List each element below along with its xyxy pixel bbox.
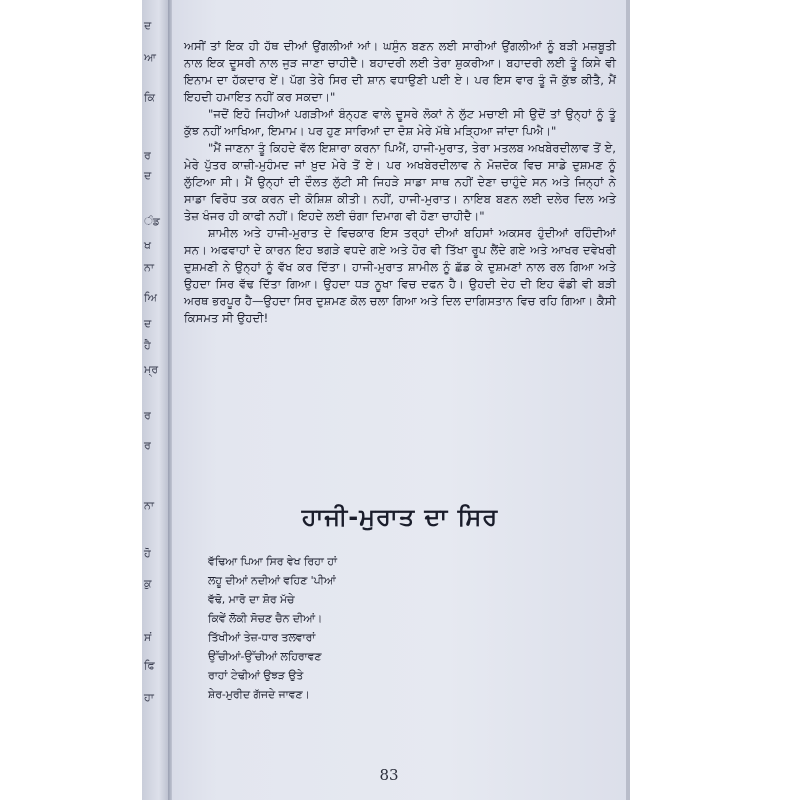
previous-page-fragment: ਫਿ: [144, 659, 155, 672]
poem: [208, 552, 508, 704]
poem-line: ਲਹੂ ਦੀਆਂ ਨਦੀਆਂ ਵਹਿਣ 'ਪੀਆਂ: [208, 574, 336, 587]
previous-page-fragment: ਰ: [144, 439, 151, 452]
previous-page-edge: [142, 0, 170, 800]
previous-page-fragment: ਹੈ: [144, 339, 151, 352]
previous-page-fragment: ਦ: [144, 317, 152, 330]
page-right-edge: [626, 0, 630, 800]
poem-line: ਵੱਢੋ, ਮਾਰੋ ਦਾ ਸ਼ੋਰ ਮੱਚੇ: [208, 593, 295, 606]
poem-line: ਵੱਢਿਆ ਪਿਆ ਸਿਰ ਵੇਖ ਰਿਹਾ ਹਾਂ: [208, 555, 337, 568]
previous-page-fragment: ਅਿ: [144, 291, 158, 304]
paragraph: ਸ਼ਾਮੀਲ ਅਤੇ ਹਾਜੀ-ਮੁਰਾਤ ਦੇ ਵਿਚਕਾਰ ਇਸ ਤਰ੍ਹਾਂ ਦੀਆਂ ਬਹਿਸਾਂ ਅਕਸਰ ਹੁੰਦੀਆਂ ਰਹਿੰਦੀਆਂ ਸਨ। ਅਫਵਾਹਾਂ ਦੇ ਕਾਰਨ ਇਹ ਝਗੜੇ ਵਧਦੇ ਗਏ ਅਤੇ ਹੋਰ ਵੀ ਤਿੱਖਾ ਰੂਪ ਲੈਂਦੇ ਗਏ ਅਤੇ ਆਖਰ ਦਵੇਖਰੀ ਦੁਸ਼ਮਣੀ ਨੇ ਉਨ੍ਹਾਂ ਨੂੰ ਵੱਖ ਕਰ ਦਿੱਤਾ। ਹਾਜੀ-ਮੁਰਾਤ ਸ਼ਾਮੀਲ ਨੂੰ ਛੱਡ ਕੇ ਦੁਸ਼ਮਣਾਂ ਨਾਲ ਰਲ ਗਿਆ ਅਤੇ ਉਹਦਾ ਸਿਰ ਵੱਢ ਦਿੱਤਾ ਗਿਆ। ਉਹਦਾ ਧੜ ਨੂਖਾ ਵਿਚ ਦਫਨ ਹੈ। ਉਹਦੀ ਦੇਹ ਦੀ ਇਹ ਵੰਡੀ ਵੀ ਬੜੀ ਅਰਥ ਭਰਪੂਰ ਹੈ—ਉਹਦਾ ਸਿਰ ਦੁਸ਼ਮਣ ਕੋਲ ਚਲਾ ਗਿਆ ਅਤੇ ਦਿਲ ਦਾਗਿਸਤਾਨ ਵਿਚ ਰਹਿ ਗਿਆ। ਕੈਸੀ ਕਿਸਮਤ ਸੀ ਉਹਦੀ!: [184, 226, 616, 325]
previous-page-fragment: ਦ: [144, 169, 152, 182]
poem-line: ਰਾਹਾਂ ਟੇਢੀਆਂ ਉਝੜ ਉਤੇ: [208, 669, 304, 682]
previous-page-fragment: ਮ੍ਰ: [144, 363, 159, 376]
poem-line: ਉੱਚੀਆਂ-ਉੱਚੀਆਂ ਲਹਿਰਾਵਣ: [208, 650, 322, 663]
book-page: [172, 0, 628, 800]
previous-page-fragment: ਨਾ: [144, 499, 155, 512]
previous-page-fragment: ਕਿ: [144, 91, 156, 104]
previous-page-fragment: ਰ: [144, 409, 151, 422]
body-text: [184, 38, 616, 327]
poem-line: ਕਿਵੇਂ ਲੋਕੀ ਸੋਚਣ ਚੈਨ ਦੀਆਂ।: [208, 612, 323, 625]
previous-page-fragment: ਖ: [144, 239, 151, 252]
previous-page-fragment: ਕੁ: [144, 577, 152, 590]
previous-page-fragment: ਰ: [144, 149, 151, 162]
previous-page-fragment: ਦ: [144, 19, 152, 32]
previous-page-fragment: ਆ: [144, 51, 156, 64]
poem-line: ਤਿੱਖੀਆਂ ਤੇਜ਼-ਧਾਰ ਤਲਵਾਰਾਂ: [208, 631, 316, 644]
page-number: 83: [379, 766, 399, 784]
previous-page-fragment: ਹੋ: [144, 547, 151, 560]
chapter-title: ਹਾਜੀ-ਮੁਰਾਤ ਦਾ ਸਿਰ: [301, 503, 499, 531]
paragraph: "ਮੈਂ ਜਾਣਨਾ ਤੂੰ ਕਿਹਦੇ ਵੱਲ ਇਸ਼ਾਰਾ ਕਰਨਾ ਪਿਐਂ, ਹਾਜੀ-ਮੁਰਾਤ, ਤੇਰਾ ਮਤਲਬ ਅਖਬੇਰਦੀਲਾਵ ਤੋਂ ਏ, ਮੇਰੇ ਪੁੱਤਰ ਕਾਜ਼ੀ-ਮੁਹੰਮਦ ਜਾਂ ਖ਼ੁਦ ਮੇਰੇ ਤੋਂ ਏ। ਪਰ ਅਖਬੇਰਦੀਲਾਵ ਨੇ ਮੋਜ਼ਦੋਕ ਵਿਚ ਸਾਡੇ ਦੁਸ਼ਮਣ ਨੂੰ ਲੁੱਟਿਆ ਸੀ। ਮੈਂ ਉਨ੍ਹਾਂ ਦੀ ਦੌਲਤ ਲੁੱਟੀ ਸੀ ਜਿਹੜੇ ਸਾਡਾ ਸਾਥ ਨਹੀਂ ਦੇਣਾ ਚਾਹੁੰਦੇ ਸਨ ਅਤੇ ਜਿਨ੍ਹਾਂ ਨੇ ਸਾਡਾ ਵਿਰੋਧ ਤਕ ਕਰਨ ਦੀ ਕੋਸ਼ਿਸ਼ ਕੀਤੀ। ਨਹੀਂ, ਹਾਜੀ-ਮੁਰਾਤ। ਨਾਇਬ ਬਣਨ ਲਈ ਦਲੇਰ ਦਿਲ ਅਤੇ ਤੇਜ਼ ਖੰਜਰ ਹੀ ਕਾਫੀ ਨਹੀਂ। ਇਹਦੇ ਲਈ ਚੰਗਾ ਦਿਮਾਗ ਵੀ ਹੋਣਾ ਚਾਹੀਦੈ।": [184, 141, 616, 223]
previous-page-fragment: ਨਾ: [144, 261, 155, 274]
paragraph: ਅਸੀਂ ਤਾਂ ਇਕ ਹੀ ਹੱਥ ਦੀਆਂ ਉਂਗਲੀਆਂ ਆਂ। ਘਸੁੰਨ ਬਣਨ ਲਈ ਸਾਰੀਆਂ ਉਂਗਲੀਆਂ ਨੂੰ ਬੜੀ ਮਜ਼ਬੂਤੀ ਨਾਲ ਇਕ ਦੂਸਰੀ ਨਾਲ ਜੁੜ ਜਾਣਾ ਚਾਹੀਦੈ। ਬਹਾਦਰੀ ਲਈ ਤੇਰਾ ਸ਼ੁਕਰੀਆ। ਬਹਾਦਰੀ ਲਈ ਤੂੰ ਕਿਸੇ ਵੀ ਇਨਾਮ ਦਾ ਹੱਕਦਾਰ ਏਂ। ਪੱਗ ਤੇਰੇ ਸਿਰ ਦੀ ਸ਼ਾਨ ਵਧਾਉਣੀ ਪਈ ਏ। ਪਰ ਇਸ ਵਾਰ ਤੂੰ ਜੋ ਕੁੱਝ ਕੀਤੈ, ਮੈਂ ਇਹਦੀ ਹਮਾਇਤ ਨਹੀਂ ਕਰ ਸਕਦਾ।": [184, 39, 616, 104]
previous-page-fragment: ੰਡ: [144, 215, 160, 228]
poem-line: ਸ਼ੇਰ-ਮੁਰੀਦ ਗੱਜਦੇ ਜਾਵਣ।: [208, 688, 310, 701]
previous-page-fragment: ਹਾ: [144, 691, 154, 704]
previous-page-fragment: ਸਂ: [144, 631, 152, 644]
paragraph: "ਜਦੋਂ ਇਹੋ ਜਿਹੀਆਂ ਪਗੜੀਆਂ ਬੰਨ੍ਹਣ ਵਾਲੇ ਦੂਸਰੇ ਲੋਕਾਂ ਨੇ ਲੁੱਟ ਮਚਾਈ ਸੀ ਉਦੋਂ ਤਾਂ ਉਨ੍ਹਾਂ ਨੂੰ ਤੂੰ ਕੁੱਝ ਨਹੀਂ ਆਖਿਆ, ਇਮਾਮ। ਪਰ ਹੁਣ ਸਾਰਿਆਂ ਦਾ ਦੋਸ਼ ਮੇਰੇ ਮੱਥੇ ਮੜ੍ਹਿਆ ਜਾਂਦਾ ਪਿਐ।": [184, 107, 616, 138]
